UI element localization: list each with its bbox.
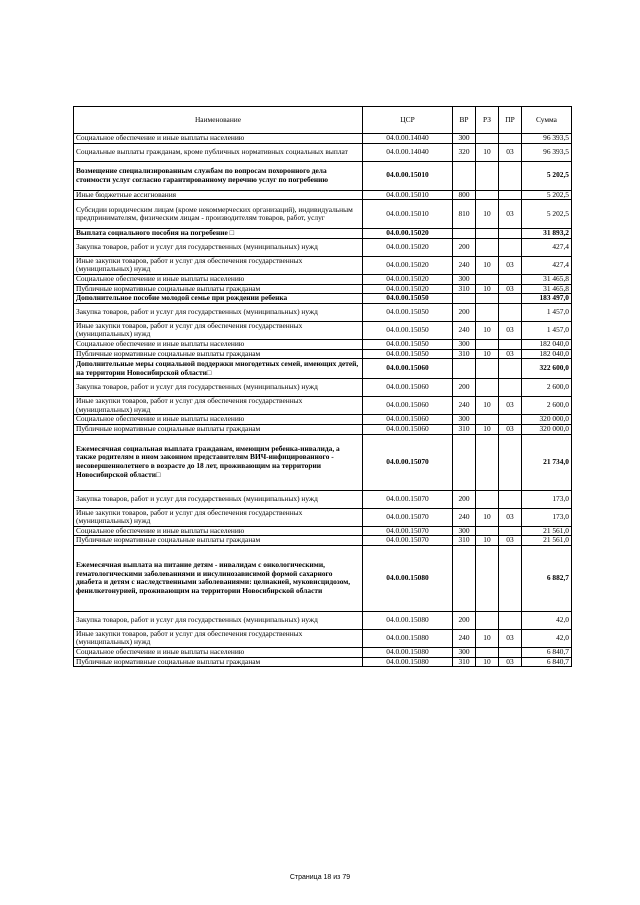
- cell-pr: 03: [499, 200, 522, 229]
- cell-name: Иные закупки товаров, работ и услуг для обеспечения государственных (муниципальных) нужд: [74, 508, 363, 526]
- cell-rz: 10: [476, 397, 499, 415]
- cell-pr: [499, 134, 522, 144]
- cell-csr: 04.0.00.15050: [363, 321, 453, 339]
- table-row: [74, 339, 572, 349]
- cell-pr: 03: [499, 629, 522, 647]
- cell-rz: 10: [476, 349, 499, 359]
- table-row: [74, 256, 572, 274]
- cell-pr: [499, 303, 522, 321]
- cell-pr: [499, 274, 522, 284]
- cell-csr: 04.0.00.15010: [363, 200, 453, 229]
- table-row: [74, 190, 572, 200]
- cell-name: Социальное обеспечение и иные выплаты населению: [74, 339, 363, 349]
- cell-sum: 322 600,0: [522, 359, 572, 379]
- cell-name: Социальное обеспечение и иные выплаты населению: [74, 526, 363, 536]
- cell-pr: [499, 229, 522, 239]
- table-row: [74, 359, 572, 379]
- cell-sum: 182 040,0: [522, 339, 572, 349]
- cell-sum: 42,0: [522, 629, 572, 647]
- cell-name: Закупка товаров, работ и услуг для государственных (муниципальных) нужд: [74, 238, 363, 256]
- cell-sum: 21 561,0: [522, 526, 572, 536]
- cell-sum: 1 457,0: [522, 303, 572, 321]
- cell-pr: [499, 490, 522, 508]
- cell-csr: 04.0.00.15020: [363, 274, 453, 284]
- table-body: [74, 134, 572, 667]
- header-sum: Сумма: [522, 107, 572, 134]
- cell-rz: [476, 611, 499, 629]
- cell-csr: 04.0.00.15010: [363, 161, 453, 190]
- cell-pr: 03: [499, 256, 522, 274]
- cell-sum: 6 840,7: [522, 648, 572, 658]
- cell-vr: 240: [453, 629, 476, 647]
- cell-vr: [453, 229, 476, 239]
- cell-pr: 03: [499, 657, 522, 667]
- cell-csr: 04.0.00.15050: [363, 294, 453, 304]
- cell-name: Иные закупки товаров, работ и услуг для обеспечения государственных (муниципальных) нужд: [74, 256, 363, 274]
- table-row: [74, 415, 572, 425]
- cell-csr: 04.0.00.15060: [363, 415, 453, 425]
- cell-csr: 04.0.00.15010: [363, 190, 453, 200]
- table-row: [74, 274, 572, 284]
- cell-sum: 5 202,5: [522, 200, 572, 229]
- cell-pr: 03: [499, 284, 522, 294]
- table-row: [74, 294, 572, 304]
- cell-csr: 04.0.00.15050: [363, 339, 453, 349]
- cell-sum: 6 882,7: [522, 545, 572, 611]
- cell-vr: 300: [453, 526, 476, 536]
- cell-sum: 96 393,5: [522, 143, 572, 161]
- cell-rz: [476, 161, 499, 190]
- table-row: [74, 536, 572, 546]
- cell-sum: 21 561,0: [522, 536, 572, 546]
- cell-sum: 6 840,7: [522, 657, 572, 667]
- cell-csr: 04.0.00.15080: [363, 629, 453, 647]
- cell-sum: 31 465,8: [522, 284, 572, 294]
- cell-rz: [476, 490, 499, 508]
- table-row: [74, 229, 572, 239]
- cell-pr: 03: [499, 424, 522, 434]
- cell-pr: [499, 359, 522, 379]
- cell-sum: 2 600,0: [522, 379, 572, 397]
- cell-pr: [499, 611, 522, 629]
- cell-sum: 42,0: [522, 611, 572, 629]
- cell-pr: [499, 161, 522, 190]
- table-header-row: [74, 107, 572, 134]
- cell-vr: 200: [453, 238, 476, 256]
- table-row: [74, 321, 572, 339]
- cell-csr: 04.0.00.15070: [363, 490, 453, 508]
- cell-rz: [476, 339, 499, 349]
- cell-csr: 04.0.00.15020: [363, 238, 453, 256]
- cell-vr: 200: [453, 303, 476, 321]
- cell-rz: [476, 359, 499, 379]
- cell-vr: 200: [453, 379, 476, 397]
- cell-rz: [476, 648, 499, 658]
- cell-rz: 10: [476, 508, 499, 526]
- cell-csr: 04.0.00.14040: [363, 134, 453, 144]
- table-row: [74, 424, 572, 434]
- table-row: [74, 379, 572, 397]
- cell-pr: [499, 434, 522, 490]
- cell-name: Закупка товаров, работ и услуг для государственных (муниципальных) нужд: [74, 611, 363, 629]
- page-number: Страница 18 из 79: [289, 874, 351, 881]
- cell-name: Социальное обеспечение и иные выплаты населению: [74, 134, 363, 144]
- cell-vr: [453, 545, 476, 611]
- cell-rz: 10: [476, 424, 499, 434]
- cell-sum: 427,4: [522, 256, 572, 274]
- table-row: [74, 629, 572, 647]
- cell-csr: 04.0.00.15060: [363, 424, 453, 434]
- cell-rz: [476, 545, 499, 611]
- cell-csr: 04.0.00.15020: [363, 256, 453, 274]
- cell-rz: 10: [476, 284, 499, 294]
- cell-csr: 04.0.00.15050: [363, 303, 453, 321]
- cell-name: Публичные нормативные социальные выплаты гражданам: [74, 349, 363, 359]
- cell-vr: 240: [453, 508, 476, 526]
- table-row: [74, 545, 572, 611]
- cell-sum: 183 497,0: [522, 294, 572, 304]
- cell-pr: [499, 545, 522, 611]
- table-row: [74, 200, 572, 229]
- cell-pr: [499, 294, 522, 304]
- cell-csr: 04.0.00.15050: [363, 349, 453, 359]
- cell-csr: 04.0.00.15020: [363, 229, 453, 239]
- cell-csr: 04.0.00.15020: [363, 284, 453, 294]
- cell-vr: 240: [453, 397, 476, 415]
- cell-name: Иные бюджетные ассигнования: [74, 190, 363, 200]
- cell-vr: 310: [453, 657, 476, 667]
- table-row: [74, 238, 572, 256]
- cell-pr: 03: [499, 321, 522, 339]
- cell-vr: 800: [453, 190, 476, 200]
- cell-name: Субсидии юридическим лицам (кроме некоммерческих организаций), индивидуальным предпринимателям, физическим лицам - производителям товаров, работ, услуг: [74, 200, 363, 229]
- cell-sum: 31 893,2: [522, 229, 572, 239]
- cell-name: Дополнительные меры социальной поддержки многодетных семей, имеющих детей, на территории Новосибирской области□: [74, 359, 363, 379]
- cell-rz: 10: [476, 256, 499, 274]
- header-csr: ЦСР: [363, 107, 453, 134]
- cell-pr: [499, 379, 522, 397]
- cell-rz: 10: [476, 657, 499, 667]
- cell-pr: [499, 339, 522, 349]
- cell-name: Социальное обеспечение и иные выплаты населению: [74, 648, 363, 658]
- header-vr: ВР: [453, 107, 476, 134]
- cell-vr: 240: [453, 321, 476, 339]
- cell-vr: [453, 359, 476, 379]
- cell-vr: 300: [453, 339, 476, 349]
- cell-vr: 310: [453, 349, 476, 359]
- table-row: [74, 143, 572, 161]
- cell-vr: [453, 434, 476, 490]
- table-row: [74, 161, 572, 190]
- cell-rz: [476, 379, 499, 397]
- table-row: [74, 434, 572, 490]
- table-row: [74, 657, 572, 667]
- cell-rz: [476, 274, 499, 284]
- cell-vr: [453, 161, 476, 190]
- cell-vr: 300: [453, 134, 476, 144]
- cell-name: Закупка товаров, работ и услуг для государственных (муниципальных) нужд: [74, 303, 363, 321]
- table-row: [74, 490, 572, 508]
- cell-name: Закупка товаров, работ и услуг для государственных (муниципальных) нужд: [74, 379, 363, 397]
- cell-vr: 310: [453, 536, 476, 546]
- cell-sum: 1 457,0: [522, 321, 572, 339]
- table-row: [74, 397, 572, 415]
- cell-csr: 04.0.00.15080: [363, 657, 453, 667]
- cell-rz: 10: [476, 200, 499, 229]
- cell-name: Ежемесячная социальная выплата гражданам, имеющим ребенка-инвалида, а также родителям в ином законном представителям ВИЧ-инфицированного - несовершеннолетнего в возрасте до 18 лет, проживающим на территории Новосибирской области□: [74, 434, 363, 490]
- cell-pr: 03: [499, 397, 522, 415]
- header-name: Наименование: [74, 107, 363, 134]
- cell-rz: [476, 415, 499, 425]
- cell-rz: [476, 238, 499, 256]
- cell-sum: 5 202,5: [522, 190, 572, 200]
- cell-rz: [476, 134, 499, 144]
- cell-pr: 03: [499, 536, 522, 546]
- cell-sum: 96 393,5: [522, 134, 572, 144]
- cell-name: Ежемесячная выплата на питание детям - инвалидам с онкологическими, гематологическими заболеваниями и инсулинозависимой формой сахарного диабета и детям с наследственными заболеваниями: целиакией, муковисцидозом, фенилкетонурией, проживающим на территории Новосибирской области: [74, 545, 363, 611]
- cell-csr: 04.0.00.15080: [363, 648, 453, 658]
- cell-vr: 300: [453, 415, 476, 425]
- cell-csr: 04.0.00.15080: [363, 545, 453, 611]
- cell-pr: 03: [499, 349, 522, 359]
- cell-rz: [476, 294, 499, 304]
- cell-pr: [499, 190, 522, 200]
- cell-name: Публичные нормативные социальные выплаты гражданам: [74, 657, 363, 667]
- cell-sum: 5 202,5: [522, 161, 572, 190]
- cell-rz: 10: [476, 536, 499, 546]
- cell-rz: [476, 434, 499, 490]
- cell-rz: 10: [476, 321, 499, 339]
- cell-vr: 320: [453, 143, 476, 161]
- cell-name: Иные закупки товаров, работ и услуг для обеспечения государственных (муниципальных) нужд: [74, 629, 363, 647]
- table-row: [74, 508, 572, 526]
- cell-rz: [476, 190, 499, 200]
- cell-vr: 240: [453, 256, 476, 274]
- cell-name: Возмещение специализированным службам по вопросам похоронного дела стоимости услуг согласно гарантированному перечню услуг по погребению: [74, 161, 363, 190]
- cell-name: Социальное обеспечение и иные выплаты населению: [74, 415, 363, 425]
- header-rz: РЗ: [476, 107, 499, 134]
- cell-sum: 320 000,0: [522, 424, 572, 434]
- table-row: [74, 611, 572, 629]
- cell-rz: [476, 229, 499, 239]
- cell-pr: [499, 648, 522, 658]
- table-row: [74, 648, 572, 658]
- cell-rz: 10: [476, 143, 499, 161]
- cell-name: Публичные нормативные социальные выплаты гражданам: [74, 424, 363, 434]
- cell-vr: 310: [453, 424, 476, 434]
- cell-pr: 03: [499, 143, 522, 161]
- budget-table: [73, 106, 572, 667]
- cell-name: Дополнительное пособие молодой семье при рождении ребенка: [74, 294, 363, 304]
- cell-name: Публичные нормативные социальные выплаты гражданам: [74, 284, 363, 294]
- cell-csr: 04.0.00.14040: [363, 143, 453, 161]
- cell-name: Социальные выплаты гражданам, кроме публичных нормативных социальных выплат: [74, 143, 363, 161]
- table-row: [74, 303, 572, 321]
- cell-csr: 04.0.00.15070: [363, 526, 453, 536]
- cell-csr: 04.0.00.15070: [363, 536, 453, 546]
- header-pr: ПР: [499, 107, 522, 134]
- cell-sum: 182 040,0: [522, 349, 572, 359]
- cell-csr: 04.0.00.15060: [363, 397, 453, 415]
- cell-rz: [476, 303, 499, 321]
- cell-rz: 10: [476, 629, 499, 647]
- cell-sum: 320 000,0: [522, 415, 572, 425]
- cell-csr: 04.0.00.15070: [363, 434, 453, 490]
- cell-vr: 200: [453, 490, 476, 508]
- cell-vr: 300: [453, 274, 476, 284]
- cell-sum: 173,0: [522, 490, 572, 508]
- cell-sum: 173,0: [522, 508, 572, 526]
- cell-sum: 31 465,8: [522, 274, 572, 284]
- cell-vr: 310: [453, 284, 476, 294]
- table-row: [74, 349, 572, 359]
- cell-vr: 810: [453, 200, 476, 229]
- cell-sum: 21 734,0: [522, 434, 572, 490]
- cell-vr: 300: [453, 648, 476, 658]
- cell-csr: 04.0.00.15060: [363, 379, 453, 397]
- cell-pr: 03: [499, 508, 522, 526]
- cell-vr: 200: [453, 611, 476, 629]
- cell-sum: 2 600,0: [522, 397, 572, 415]
- cell-name: Иные закупки товаров, работ и услуг для обеспечения государственных (муниципальных) нужд: [74, 397, 363, 415]
- cell-pr: [499, 238, 522, 256]
- cell-csr: 04.0.00.15070: [363, 508, 453, 526]
- cell-name: Закупка товаров, работ и услуг для государственных (муниципальных) нужд: [74, 490, 363, 508]
- cell-name: Публичные нормативные социальные выплаты гражданам: [74, 536, 363, 546]
- cell-name: Иные закупки товаров, работ и услуг для обеспечения государственных (муниципальных) нужд: [74, 321, 363, 339]
- cell-name: Выплата социального пособия на погребение □: [74, 229, 363, 239]
- cell-csr: 04.0.00.15080: [363, 611, 453, 629]
- table-row: [74, 134, 572, 144]
- cell-sum: 427,4: [522, 238, 572, 256]
- cell-name: Социальное обеспечение и иные выплаты населению: [74, 274, 363, 284]
- cell-pr: [499, 415, 522, 425]
- cell-vr: [453, 294, 476, 304]
- cell-csr: 04.0.00.15060: [363, 359, 453, 379]
